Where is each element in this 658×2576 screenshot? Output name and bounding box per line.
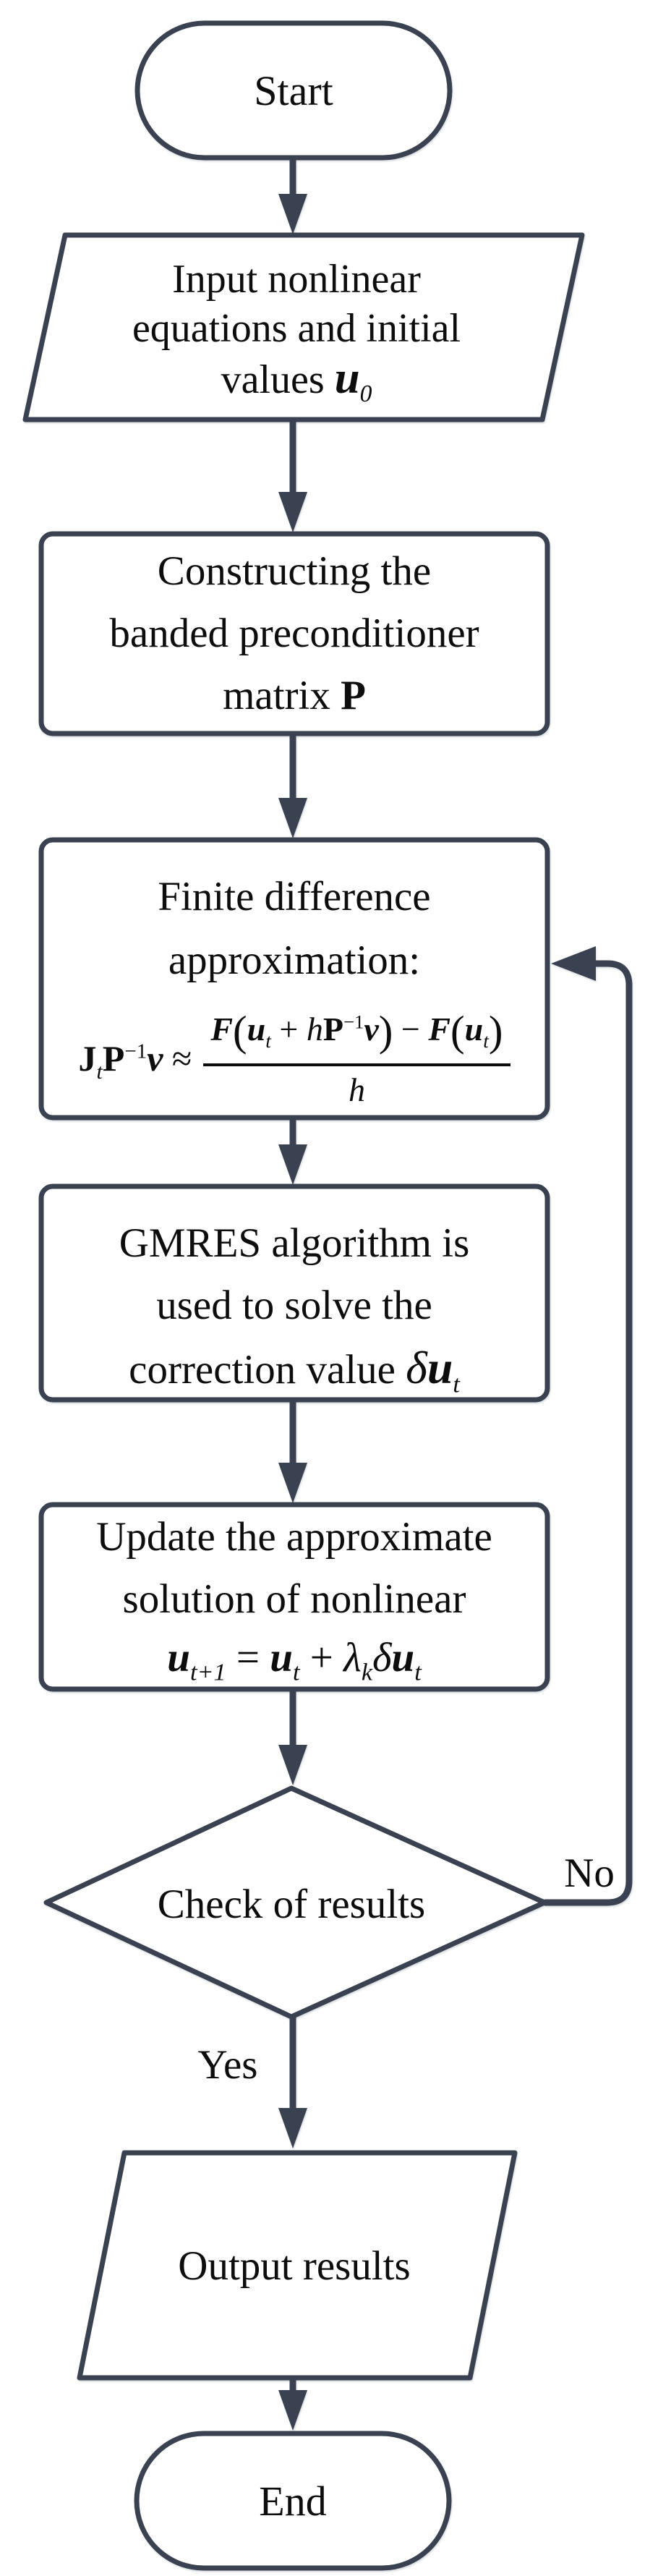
gmres-node-label	[41, 1212, 547, 1401]
precond-node-label	[41, 540, 547, 727]
arrowhead-down-icon	[278, 1745, 307, 1785]
arrow-finite-gmres	[278, 1118, 307, 1185]
gmres-line3: correction value $\delta u_t$	[129, 1342, 460, 1398]
math-u: u	[427, 1342, 453, 1393]
arrow-precond-finite	[278, 734, 307, 838]
input-node-label	[43, 255, 550, 408]
update-node-formula	[41, 1625, 547, 1690]
formula-fraction	[203, 1007, 510, 1109]
check-node-label: Check of results	[157, 1882, 426, 1927]
input-line3: values $u_0$	[221, 352, 372, 408]
end-node-label: End	[259, 2477, 327, 2525]
arrowhead-down-icon	[278, 798, 307, 838]
arrow-output-end	[278, 2378, 307, 2431]
arrow-gmres-update	[278, 1400, 307, 1503]
finite-line2: approximation:	[168, 938, 421, 983]
feedback-line	[544, 964, 629, 1903]
formula-denominator: h	[348, 1071, 365, 1108]
yes-branch-label: Yes	[197, 2042, 258, 2088]
arrow-check-output	[278, 2017, 307, 2148]
feedback-no-path	[544, 946, 629, 1903]
arrowhead-down-icon	[278, 2390, 307, 2431]
math-u0: u	[334, 352, 360, 403]
no-branch-label: No	[564, 1850, 615, 1896]
finite-line1: Finite difference	[158, 874, 431, 919]
arrow-start-input	[278, 158, 307, 234]
gmres-line1: GMRES algorithm is	[119, 1220, 470, 1266]
math-P: P	[341, 673, 366, 718]
start-node-label: Start	[254, 67, 333, 114]
finite-node-formula	[41, 998, 547, 1118]
update-node-label	[41, 1506, 547, 1631]
output-node-label: Output results	[178, 2243, 411, 2289]
formula-lhs: $J_tP^{-1}v$ ≈	[78, 1037, 192, 1084]
input-line1: Input nonlinear	[172, 257, 421, 302]
input-line2: equations and initial	[132, 306, 461, 351]
arrow-update-check	[278, 1689, 307, 1785]
gmres-line2: used to solve the	[156, 1283, 432, 1328]
precond-line2: banded preconditioner	[109, 611, 479, 656]
formula-numerator: $F(u_t + hP^{-1}v) - F(u_t)$	[203, 1007, 510, 1066]
arrowhead-down-icon	[278, 1144, 307, 1185]
arrowhead-down-icon	[278, 492, 307, 532]
precond-line1: Constructing the	[157, 548, 432, 594]
precond-line3: matrix P	[223, 673, 366, 718]
arrowhead-down-icon	[278, 2108, 307, 2148]
arrow-input-precond	[278, 420, 307, 532]
arrowhead-down-icon	[278, 1463, 307, 1503]
update-line1: Update the approximate	[96, 1514, 492, 1560]
math-delta: δ	[406, 1342, 427, 1393]
update-equation: $u_{t+1} = u_t + \lambda_k\delta u_t$	[167, 1634, 422, 1686]
update-line2: solution of nonlinear	[122, 1576, 466, 1622]
arrowhead-down-icon	[278, 194, 307, 234]
arrowhead-left-icon	[551, 946, 596, 981]
finite-node-label	[41, 865, 547, 992]
